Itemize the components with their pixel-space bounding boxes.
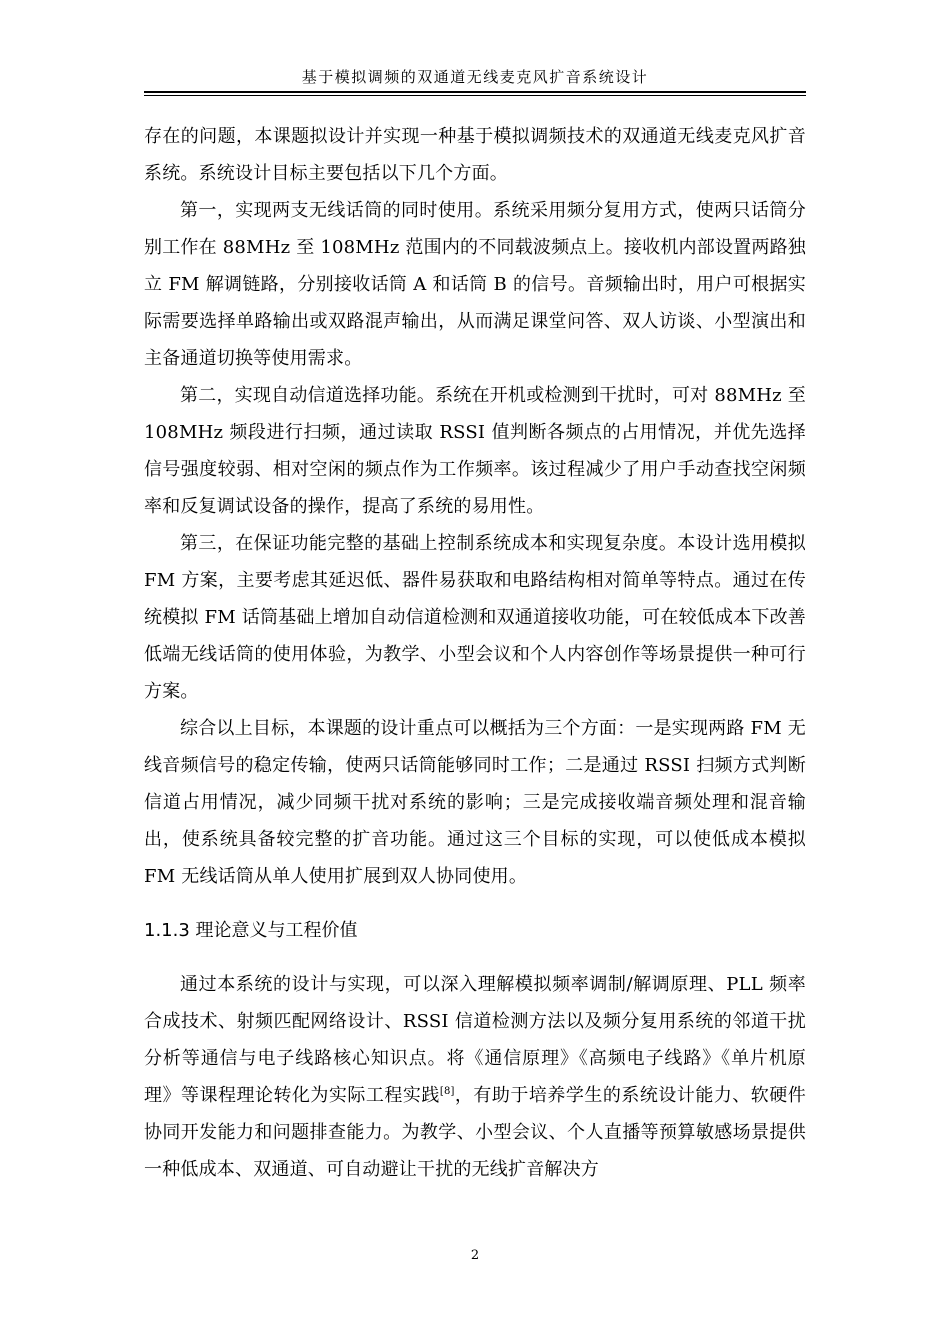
page-number: 2 xyxy=(470,1248,480,1263)
paragraph-goal-2: 第二，实现自动信道选择功能。系统在开机或检测到干扰时，可对 88MHz 至 108MHz 频段进行扫频，通过读取 RSSI 值判断各频点的占用情况，并优先选择信号强度较弱、相对空闲的频点作为工作频率。该过程减少了用户手动查找空闲频率和反复调试设备的操作，提高了系统的易用性。 xyxy=(144,385,806,517)
header-rule-thin xyxy=(144,95,806,96)
citation-reference: [8] xyxy=(439,1086,455,1097)
paragraph-goal-3: 第三，在保证功能完整的基础上控制系统成本和实现复杂度。本设计选用模拟 FM 方案，主要考虑其延迟低、器件易获取和电路结构相对简单等特点。通过在传统模拟 FM 话筒基础上增加自动信道检测和双通道接收功能，可在较低成本下改善低端无线话筒的使用体验，为教学、小型会议和个人内容创作等场景提供一种可行方案。 xyxy=(144,533,806,702)
paragraph-text-start: 通过本系统的设计与实现，可以深入理解模拟频率调制/解调原理、PLL 频率合成技术、射频匹配网络设计、RSSI 信道检测方法以及频分复用系统的邻道干扰分析等通信与电子线路核心知识点。将《通信原理》《高频电子线路》《单片机原理》等课程理论转化为实际工程实践 xyxy=(144,974,806,1106)
paragraph-text-end: ，有助于培养学生的系统设计能力、软硬件协同开发能力和问题排查能力。为教学、小型会议、个人直播等预算敏感场景提供一种低成本、双通道、可自动避让干扰的无线扩音解决方 xyxy=(144,1085,806,1180)
header-rule xyxy=(144,91,806,93)
paragraph-summary: 综合以上目标，本课题的设计重点可以概括为三个方面：一是实现两路 FM 无线音频信号的稳定传输，使两只话筒能够同时工作；二是通过 RSSI 扫频方式判断信道占用情况，减少同频干扰对系统的影响；三是完成接收端音频处理和混音输出，使系统具备较完整的扩音功能。通过这三个目标的实现，可以使低成本模拟 FM 无线话筒从单人使用扩展到双人协同使用。 xyxy=(144,718,806,887)
paragraph-significance xyxy=(144,966,806,1188)
section-heading: 1.1.3 理论意义与工程价值 xyxy=(144,920,358,941)
body-text xyxy=(144,118,806,1188)
running-header: 基于模拟调频的双通道无线麦克风扩音系统设计 xyxy=(301,68,649,86)
paragraph-goal-1: 第一，实现两支无线话筒的同时使用。系统采用频分复用方式，使两只话筒分别工作在 88MHz 至 108MHz 范围内的不同载波频点上。接收机内部设置两路独立 FM 解调链路，分别接收话筒 A 和话筒 B 的信号。音频输出时，用户可根据实际需要选择单路输出或双路混声输出，从而满足课堂问答、双人访谈、小型演出和主备通道切换等使用需求。 xyxy=(144,200,806,369)
paragraph-continued: 存在的问题，本课题拟设计并实现一种基于模拟调频技术的双通道无线麦克风扩音系统。系统设计目标主要包括以下几个方面。 xyxy=(144,126,806,184)
